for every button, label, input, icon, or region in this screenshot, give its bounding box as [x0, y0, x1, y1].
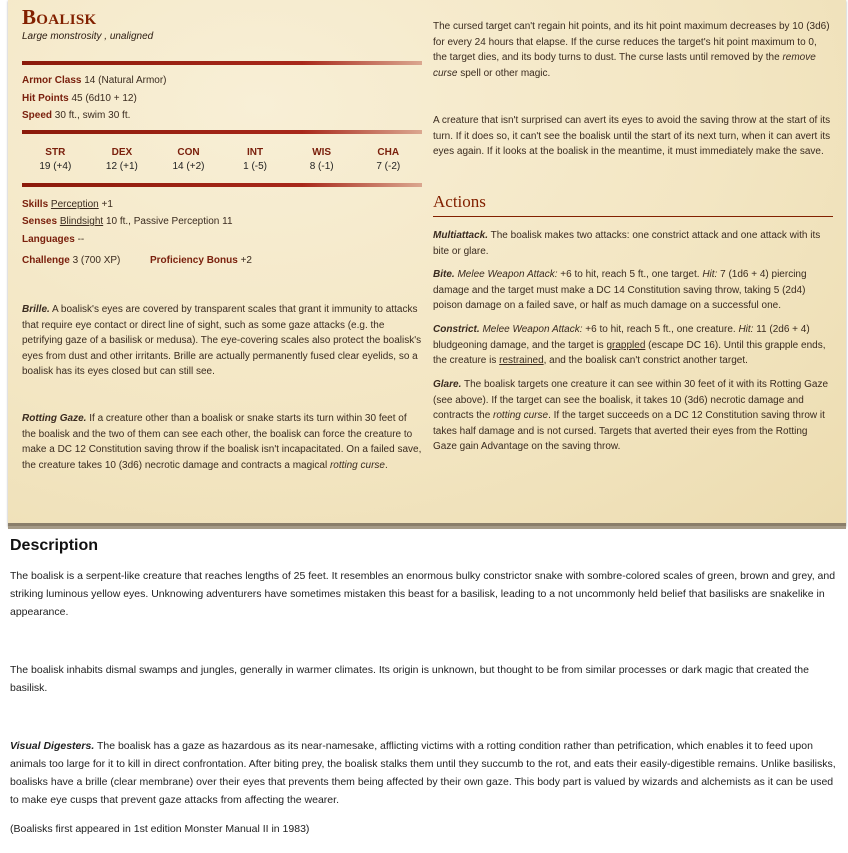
ability-int: INT 1 (-5) — [243, 147, 268, 172]
proficiency-bonus: Proficiency Bonus +2 — [150, 255, 252, 266]
actions-heading: Actions — [433, 192, 486, 211]
languages: Languages -- — [22, 234, 85, 245]
action-glare: Glare. The boalisk targets one creature it can see within 30 feet of it with its Rotting Gaze (see above). If the target can see the boalisk, it takes 10 (3d6) necrotic damage and contracts the rotting curse. If the target succeeds on a DC 12 Constitution saving throw it takes half damage and is not cursed. Targets that averted their eyes from the Rotting Gaze gain Advantage on the saving throw. — [433, 379, 829, 452]
skills: Skills Perception +1 — [22, 199, 113, 210]
trait-brille: Brille. A boalisk's eyes are covered by transparent scales that grant it immunity to attacks that require eye contact or direct line of sight, such as some gaze attacks (e.g. the petrifying gaze of a basilisk or medusa). The eye-covering scales also protect the boalisk's eyes from dust and other irritants. Brille are actually permanently fused clear eyelids, so a boalisk has its eyes closed but can still see. — [22, 304, 422, 377]
speed: Speed 30 ft., swim 30 ft. — [22, 110, 131, 121]
action-bite: Bite. Melee Weapon Attack: +6 to hit, reach 5 ft., one target. Hit: 7 (1d6 + 4) piercing damage and the target must make a DC 14 Constitution saving throw, taking 5 (2d4) poison damage on a failed save, or half as much damage on a successful one. — [433, 269, 807, 311]
stat-block — [8, 0, 846, 526]
visual-digesters-paragraph: Visual Digesters. The boalisk has a gaze as hazardous as its near-namesake, afflicting victims with a rotting condition rather than petrification, which enables it to feed upon animals too large for it to kill in direct confrontation. After biting prey, the boalisk stalks them until they succumb to the rot, and eats their easily-digestible remains. Unlike basilisks, boalisks have a brille (clear membrane) over their eyes that prevents them being affected by their own gaze. This body part is valued by wizards and alchemists as it can be used to make eye cusps that prevent gaze attacks from affecting the wearer. — [10, 740, 836, 806]
blindsight-link[interactable]: Blindsight — [59, 216, 104, 227]
hit-points: Hit Points 45 (6d10 + 12) — [22, 93, 137, 104]
description-footnote: (Boalisks first appeared in 1st edition Monster Manual II in 1983) — [10, 823, 310, 835]
avert-eyes-description: A creature that isn't surprised can avert its eyes to avoid the saving throw at the start of its turn. If it does so, it can't see the boalisk until the start of its next turn, when it can avert its eyes again. If it looks at the boalisk in the meantime, it must immediately make the save. — [433, 115, 831, 157]
action-multiattack: Multiattack. The boalisk makes two attacks: one constrict attack and one attack with its bite or glare. — [433, 230, 821, 257]
ability-con: CON 14 (+2) — [172, 147, 205, 172]
description-paragraph: The boalisk inhabits dismal swamps and jungles, generally in warmer climates. Its origin is unknown, but thought to be from similar processes or dark magic that created the basilisk. — [10, 664, 809, 694]
challenge: Challenge 3 (700 XP) — [22, 255, 121, 266]
divider — [22, 61, 422, 65]
ability-str: STR 19 (+4) — [39, 147, 72, 172]
ability-wis: WIS 8 (-1) — [309, 147, 334, 172]
restrained-link[interactable]: restrained — [499, 355, 544, 366]
actions-divider — [433, 216, 833, 217]
armor-class: Armor Class 14 (Natural Armor) — [22, 75, 167, 86]
curse-description: The cursed target can't regain hit points, and its hit point maximum decreases by 10 (3d6) for every 24 hours that elapse. If the curse reduces the target's hit point maximum to 0, the target dies, and its body turns to dust. The curse lasts until removed by the remove curse spell or other magic. — [433, 21, 830, 79]
divider — [22, 130, 422, 134]
monster-name: Boalisk — [22, 5, 97, 29]
action-constrict: Constrict. Melee Weapon Attack: +6 to hit, reach 5 ft., one creature. Hit: 11 (2d6 + 4) bludgeoning damage, and the target is grappled (escape DC 16). Until this grapple ends, the creature is restrained, and the boalisk can't constrict another target. — [433, 324, 826, 366]
senses: Senses Blindsight 10 ft., Passive Perception 11 — [22, 216, 233, 227]
divider — [22, 183, 422, 187]
perception-link[interactable]: Perception — [50, 199, 99, 210]
description-heading: Description — [10, 537, 99, 554]
description-paragraph: The boalisk is a serpent-like creature that reaches lengths of 25 feet. It resembles an enormous bulky constrictor snake with sombre-colored scales of green, brown and grey, and striking luminous yellow eyes. Unknowing adventurers have sometimes mistaken this beast for a basilisk, leading to a not uncommonly held belief that basilisks are snakelike in appearance. — [10, 570, 836, 618]
ability-cha: CHA 7 (-2) — [376, 147, 401, 172]
grappled-link[interactable]: grappled — [606, 339, 646, 351]
trait-rotting-gaze: Rotting Gaze. If a creature other than a boalisk or snake starts its turn within 30 feet of the boalisk and the two of them can see each other, the boalisk can force the creature to make a DC 12 Constitution saving throw if the boalisk isn't incapacitated. On a failed save, the creature takes 10 (3d6) necrotic damage and contracts a magical rotting curse. — [22, 413, 422, 471]
ability-scores — [22, 147, 422, 172]
monster-meta: Large monstrosity , unaligned — [22, 31, 154, 42]
ability-dex: DEX 12 (+1) — [105, 147, 138, 172]
